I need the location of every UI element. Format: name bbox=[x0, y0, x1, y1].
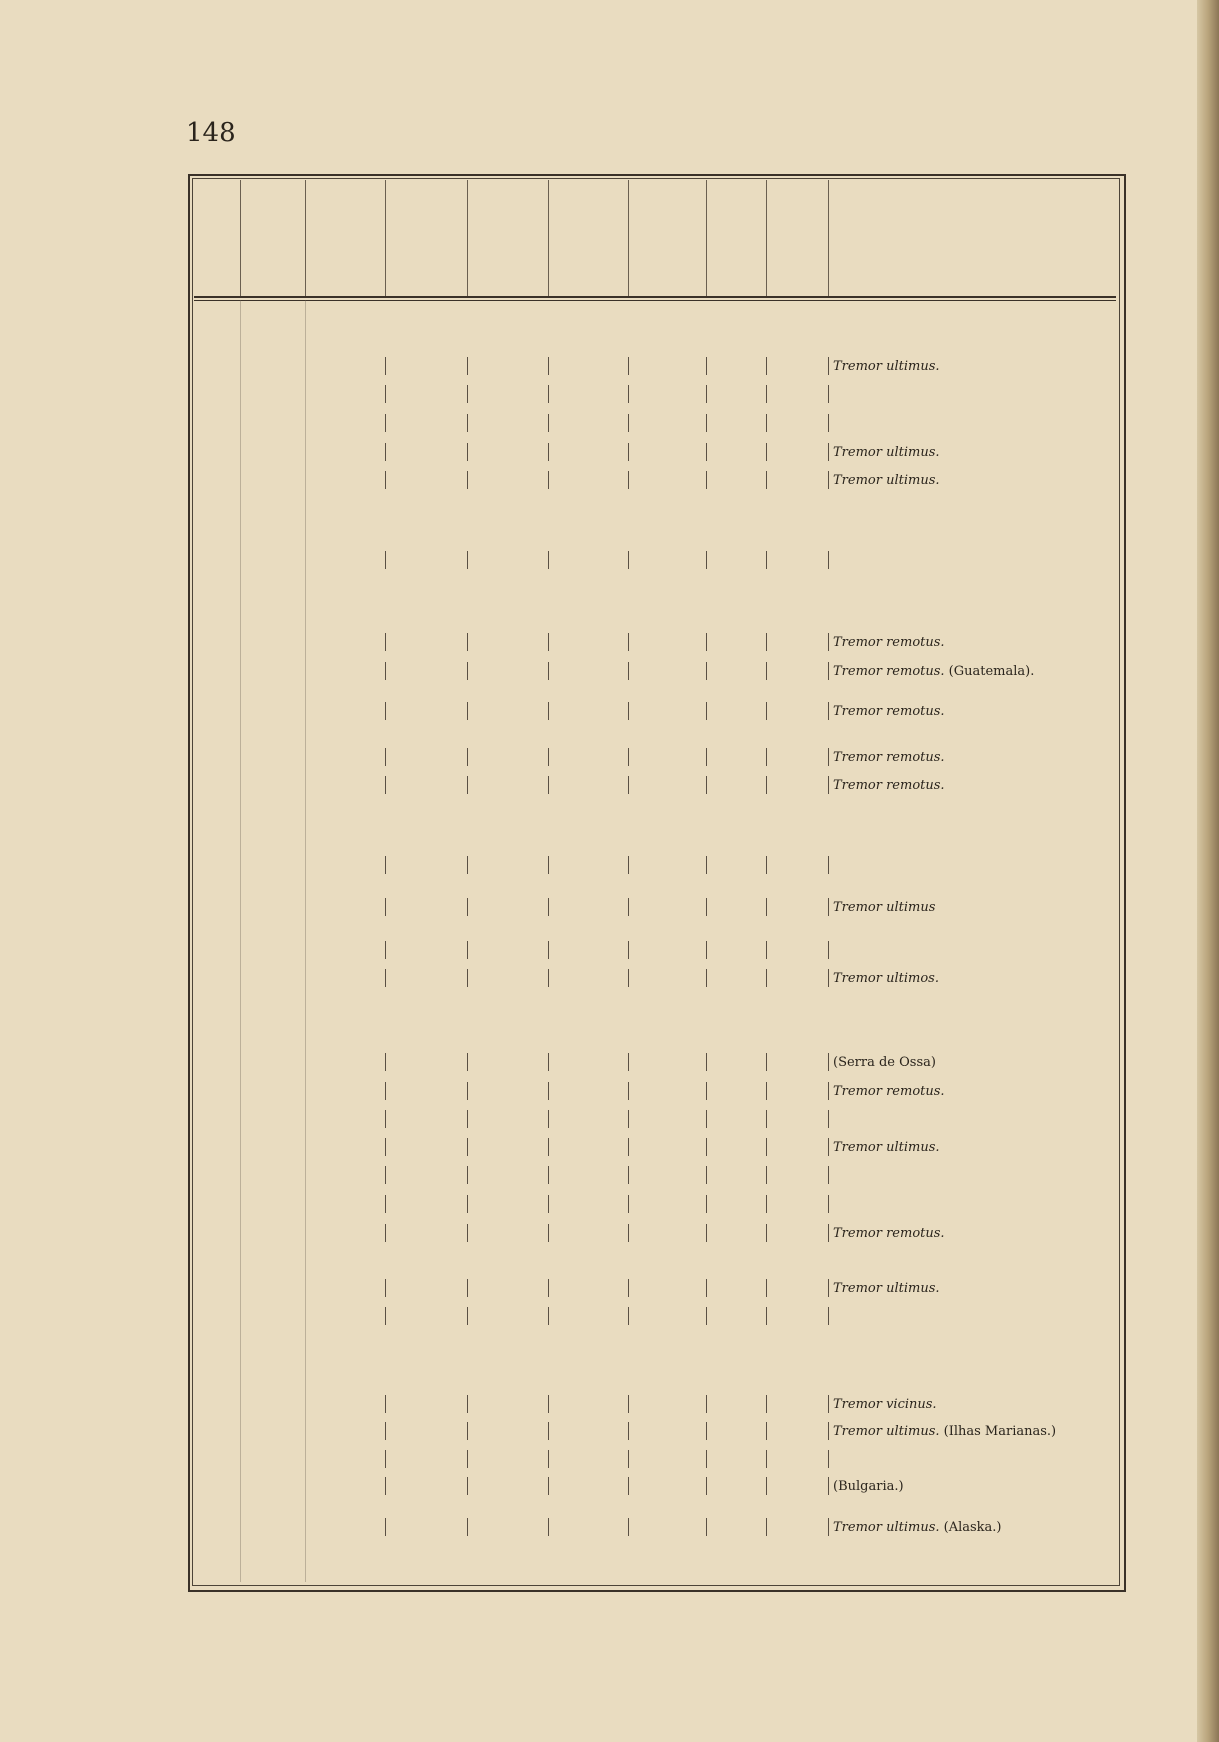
note-location: (Bulgaria.) bbox=[833, 1479, 904, 1494]
data-column-line bbox=[240, 300, 241, 1582]
cell-separator bbox=[467, 898, 468, 916]
cell-separator bbox=[706, 941, 707, 959]
table-row-note bbox=[833, 664, 1034, 680]
table-row-note bbox=[833, 971, 939, 987]
cell-separator bbox=[467, 1307, 468, 1325]
note-location: (Guatemala). bbox=[944, 664, 1035, 679]
header-divider-thin bbox=[194, 300, 1116, 301]
cell-separator bbox=[828, 1422, 829, 1440]
note-tremor: Tremor ultimus. bbox=[833, 445, 940, 460]
cell-separator bbox=[467, 1422, 468, 1440]
cell-separator bbox=[548, 856, 549, 874]
cell-separator bbox=[828, 776, 829, 794]
cell-separator bbox=[828, 1166, 829, 1184]
cell-separator bbox=[706, 1422, 707, 1440]
cell-separator bbox=[548, 633, 549, 651]
cell-separator bbox=[548, 1082, 549, 1100]
note-tremor: Tremor ultimus. bbox=[833, 1424, 940, 1439]
note-tremor: Tremor remotus. bbox=[833, 635, 945, 650]
cell-separator bbox=[706, 1082, 707, 1100]
cell-separator bbox=[706, 1279, 707, 1297]
cell-separator bbox=[628, 1166, 629, 1184]
table-row-note bbox=[833, 704, 945, 720]
header-column-line bbox=[766, 180, 767, 296]
cell-separator bbox=[467, 1477, 468, 1495]
cell-separator bbox=[766, 633, 767, 651]
cell-separator bbox=[628, 776, 629, 794]
cell-separator bbox=[385, 898, 386, 916]
cell-separator bbox=[385, 1422, 386, 1440]
header-column-line bbox=[467, 180, 468, 296]
cell-separator bbox=[828, 1082, 829, 1100]
cell-separator bbox=[828, 1110, 829, 1128]
note-tremor: Tremor vicinus. bbox=[833, 1397, 937, 1412]
cell-separator bbox=[467, 941, 468, 959]
cell-separator bbox=[467, 1195, 468, 1213]
cell-separator bbox=[828, 1307, 829, 1325]
cell-separator bbox=[467, 385, 468, 403]
cell-separator bbox=[467, 1053, 468, 1071]
cell-separator bbox=[828, 1450, 829, 1468]
cell-separator bbox=[628, 471, 629, 489]
cell-separator bbox=[766, 1450, 767, 1468]
cell-separator bbox=[467, 1082, 468, 1100]
note-location: (Serra de Ossa) bbox=[833, 1055, 936, 1070]
cell-separator bbox=[766, 748, 767, 766]
cell-separator bbox=[548, 898, 549, 916]
cell-separator bbox=[706, 1518, 707, 1536]
cell-separator bbox=[828, 969, 829, 987]
cell-separator bbox=[828, 748, 829, 766]
cell-separator bbox=[628, 443, 629, 461]
cell-separator bbox=[467, 1395, 468, 1413]
table-row-note bbox=[833, 750, 945, 766]
cell-separator bbox=[548, 1395, 549, 1413]
cell-separator bbox=[628, 357, 629, 375]
cell-separator bbox=[467, 856, 468, 874]
cell-separator bbox=[385, 662, 386, 680]
cell-separator bbox=[628, 748, 629, 766]
cell-separator bbox=[548, 1224, 549, 1242]
cell-separator bbox=[828, 856, 829, 874]
cell-separator bbox=[628, 551, 629, 569]
cell-separator bbox=[628, 662, 629, 680]
cell-separator bbox=[628, 1053, 629, 1071]
note-location: (Alaska.) bbox=[939, 1520, 1002, 1535]
cell-separator bbox=[766, 443, 767, 461]
header-column-line bbox=[706, 180, 707, 296]
cell-separator bbox=[706, 776, 707, 794]
cell-separator bbox=[385, 748, 386, 766]
cell-separator bbox=[828, 471, 829, 489]
cell-separator bbox=[628, 633, 629, 651]
cell-separator bbox=[385, 357, 386, 375]
table-frame-inner bbox=[192, 178, 1120, 1586]
cell-separator bbox=[828, 551, 829, 569]
cell-separator bbox=[628, 941, 629, 959]
cell-separator bbox=[828, 385, 829, 403]
header-column-line bbox=[385, 180, 386, 296]
note-tremor: Tremor ultimus bbox=[833, 900, 936, 915]
cell-separator bbox=[628, 969, 629, 987]
cell-separator bbox=[548, 702, 549, 720]
page-number: 148 bbox=[186, 118, 236, 148]
cell-separator bbox=[766, 1166, 767, 1184]
header-column-line bbox=[548, 180, 549, 296]
table-row-note bbox=[833, 1479, 904, 1495]
page-edge bbox=[1197, 0, 1219, 1742]
cell-separator bbox=[385, 1224, 386, 1242]
cell-separator bbox=[706, 443, 707, 461]
cell-separator bbox=[828, 1224, 829, 1242]
cell-separator bbox=[385, 969, 386, 987]
cell-separator bbox=[628, 1138, 629, 1156]
cell-separator bbox=[548, 385, 549, 403]
cell-separator bbox=[628, 1422, 629, 1440]
cell-separator bbox=[766, 776, 767, 794]
cell-separator bbox=[628, 1518, 629, 1536]
cell-separator bbox=[766, 1422, 767, 1440]
cell-separator bbox=[766, 941, 767, 959]
cell-separator bbox=[628, 414, 629, 432]
cell-separator bbox=[467, 1138, 468, 1156]
note-tremor: Tremor remotus. bbox=[833, 778, 945, 793]
cell-separator bbox=[628, 385, 629, 403]
cell-separator bbox=[628, 1195, 629, 1213]
cell-separator bbox=[385, 414, 386, 432]
note-tremor: Tremor remotus. bbox=[833, 664, 945, 679]
table-row-note bbox=[833, 1520, 1002, 1536]
cell-separator bbox=[628, 1477, 629, 1495]
cell-separator bbox=[467, 1279, 468, 1297]
cell-separator bbox=[628, 1224, 629, 1242]
cell-separator bbox=[467, 1518, 468, 1536]
cell-separator bbox=[548, 1450, 549, 1468]
cell-separator bbox=[828, 941, 829, 959]
table-row-note bbox=[833, 1084, 945, 1100]
cell-separator bbox=[828, 1053, 829, 1071]
cell-separator bbox=[766, 1395, 767, 1413]
cell-separator bbox=[467, 748, 468, 766]
cell-separator bbox=[548, 748, 549, 766]
note-tremor: Tremor ultimus. bbox=[833, 1281, 940, 1296]
cell-separator bbox=[548, 969, 549, 987]
cell-separator bbox=[706, 1110, 707, 1128]
cell-separator bbox=[766, 898, 767, 916]
cell-separator bbox=[385, 1395, 386, 1413]
cell-separator bbox=[385, 633, 386, 651]
cell-separator bbox=[766, 1279, 767, 1297]
cell-separator bbox=[828, 357, 829, 375]
cell-separator bbox=[467, 357, 468, 375]
cell-separator bbox=[828, 1518, 829, 1536]
cell-separator bbox=[467, 1450, 468, 1468]
cell-separator bbox=[706, 856, 707, 874]
cell-separator bbox=[385, 1110, 386, 1128]
header-column-line bbox=[305, 180, 306, 296]
cell-separator bbox=[706, 471, 707, 489]
cell-separator bbox=[385, 1307, 386, 1325]
cell-separator bbox=[628, 1110, 629, 1128]
cell-separator bbox=[467, 471, 468, 489]
cell-separator bbox=[706, 1166, 707, 1184]
cell-separator bbox=[628, 1279, 629, 1297]
cell-separator bbox=[628, 1082, 629, 1100]
note-tremor: Tremor ultimus. bbox=[833, 473, 940, 488]
cell-separator bbox=[628, 1307, 629, 1325]
cell-separator bbox=[548, 1422, 549, 1440]
cell-separator bbox=[548, 1138, 549, 1156]
cell-separator bbox=[706, 385, 707, 403]
cell-separator bbox=[385, 1138, 386, 1156]
note-tremor: Tremor ultimus. bbox=[833, 1140, 940, 1155]
cell-separator bbox=[766, 385, 767, 403]
cell-separator bbox=[706, 1053, 707, 1071]
cell-separator bbox=[766, 357, 767, 375]
note-tremor: Tremor remotus. bbox=[833, 704, 945, 719]
table-row-note bbox=[833, 1055, 936, 1071]
cell-separator bbox=[548, 551, 549, 569]
cell-separator bbox=[706, 898, 707, 916]
cell-separator bbox=[385, 941, 386, 959]
cell-separator bbox=[385, 1477, 386, 1495]
cell-separator bbox=[548, 1110, 549, 1128]
cell-separator bbox=[706, 1195, 707, 1213]
table-row-note bbox=[833, 778, 945, 794]
cell-separator bbox=[766, 1518, 767, 1536]
table-row-note bbox=[833, 1397, 937, 1413]
cell-separator bbox=[385, 471, 386, 489]
cell-separator bbox=[828, 1195, 829, 1213]
cell-separator bbox=[385, 1279, 386, 1297]
cell-separator bbox=[385, 443, 386, 461]
data-column-line bbox=[305, 300, 306, 1582]
cell-separator bbox=[467, 1224, 468, 1242]
cell-separator bbox=[706, 1450, 707, 1468]
cell-separator bbox=[828, 443, 829, 461]
table-row-note bbox=[833, 1424, 1056, 1440]
cell-separator bbox=[706, 1307, 707, 1325]
cell-separator bbox=[467, 414, 468, 432]
cell-separator bbox=[548, 1518, 549, 1536]
cell-separator bbox=[385, 385, 386, 403]
cell-separator bbox=[548, 414, 549, 432]
cell-separator bbox=[766, 856, 767, 874]
table-row-note bbox=[833, 359, 940, 375]
cell-separator bbox=[548, 1477, 549, 1495]
cell-separator bbox=[766, 1224, 767, 1242]
cell-separator bbox=[548, 1195, 549, 1213]
note-tremor: Tremor remotus. bbox=[833, 750, 945, 765]
cell-separator bbox=[628, 856, 629, 874]
note-tremor: Tremor ultimos. bbox=[833, 971, 939, 986]
cell-separator bbox=[706, 357, 707, 375]
note-tremor: Tremor ultimus. bbox=[833, 359, 940, 374]
cell-separator bbox=[385, 1518, 386, 1536]
header-column-line bbox=[240, 180, 241, 296]
cell-separator bbox=[766, 1110, 767, 1128]
cell-separator bbox=[467, 1110, 468, 1128]
cell-separator bbox=[766, 1053, 767, 1071]
cell-separator bbox=[548, 662, 549, 680]
cell-separator bbox=[385, 1450, 386, 1468]
table-row-note bbox=[833, 1140, 940, 1156]
cell-separator bbox=[706, 748, 707, 766]
cell-separator bbox=[766, 969, 767, 987]
cell-separator bbox=[628, 702, 629, 720]
cell-separator bbox=[766, 1195, 767, 1213]
note-tremor: Tremor ultimus. bbox=[833, 1520, 940, 1535]
cell-separator bbox=[467, 443, 468, 461]
cell-separator bbox=[385, 702, 386, 720]
cell-separator bbox=[548, 357, 549, 375]
header-divider bbox=[194, 296, 1116, 298]
cell-separator bbox=[385, 1053, 386, 1071]
cell-separator bbox=[766, 1138, 767, 1156]
cell-separator bbox=[548, 941, 549, 959]
table-row-note bbox=[833, 900, 935, 916]
cell-separator bbox=[628, 898, 629, 916]
cell-separator bbox=[766, 702, 767, 720]
cell-separator bbox=[828, 1477, 829, 1495]
cell-separator bbox=[828, 1395, 829, 1413]
cell-separator bbox=[828, 1138, 829, 1156]
table-row-note bbox=[833, 1226, 945, 1242]
note-tremor: Tremor remotus. bbox=[833, 1226, 945, 1241]
cell-separator bbox=[828, 898, 829, 916]
header-column-line bbox=[828, 180, 829, 296]
cell-separator bbox=[548, 1279, 549, 1297]
cell-separator bbox=[467, 702, 468, 720]
table-row-note bbox=[833, 1281, 940, 1297]
cell-separator bbox=[706, 702, 707, 720]
cell-separator bbox=[548, 443, 549, 461]
cell-separator bbox=[706, 414, 707, 432]
cell-separator bbox=[828, 1279, 829, 1297]
cell-separator bbox=[385, 776, 386, 794]
cell-separator bbox=[385, 1166, 386, 1184]
cell-separator bbox=[706, 662, 707, 680]
cell-separator bbox=[766, 471, 767, 489]
cell-separator bbox=[766, 414, 767, 432]
table-row-note bbox=[833, 635, 945, 651]
cell-separator bbox=[828, 633, 829, 651]
cell-separator bbox=[467, 551, 468, 569]
cell-separator bbox=[467, 776, 468, 794]
cell-separator bbox=[548, 1053, 549, 1071]
cell-separator bbox=[467, 1166, 468, 1184]
note-tremor: Tremor remotus. bbox=[833, 1084, 945, 1099]
table-row-note bbox=[833, 445, 940, 461]
cell-separator bbox=[467, 969, 468, 987]
note-location: (Ilhas Marianas.) bbox=[939, 1424, 1057, 1439]
cell-separator bbox=[548, 471, 549, 489]
cell-separator bbox=[766, 551, 767, 569]
cell-separator bbox=[706, 551, 707, 569]
cell-separator bbox=[766, 1307, 767, 1325]
cell-separator bbox=[706, 1395, 707, 1413]
cell-separator bbox=[385, 856, 386, 874]
cell-separator bbox=[706, 1477, 707, 1495]
cell-separator bbox=[706, 1138, 707, 1156]
cell-separator bbox=[548, 776, 549, 794]
cell-separator bbox=[385, 551, 386, 569]
cell-separator bbox=[628, 1395, 629, 1413]
cell-separator bbox=[385, 1082, 386, 1100]
cell-separator bbox=[828, 414, 829, 432]
table-row-note bbox=[833, 473, 940, 489]
cell-separator bbox=[828, 702, 829, 720]
cell-separator bbox=[706, 633, 707, 651]
cell-separator bbox=[766, 1477, 767, 1495]
cell-separator bbox=[706, 969, 707, 987]
header-column-line bbox=[628, 180, 629, 296]
cell-separator bbox=[548, 1307, 549, 1325]
cell-separator bbox=[548, 1166, 549, 1184]
cell-separator bbox=[828, 662, 829, 680]
cell-separator bbox=[385, 1195, 386, 1213]
cell-separator bbox=[467, 633, 468, 651]
cell-separator bbox=[467, 662, 468, 680]
cell-separator bbox=[706, 1224, 707, 1242]
cell-separator bbox=[766, 662, 767, 680]
cell-separator bbox=[766, 1082, 767, 1100]
cell-separator bbox=[628, 1450, 629, 1468]
